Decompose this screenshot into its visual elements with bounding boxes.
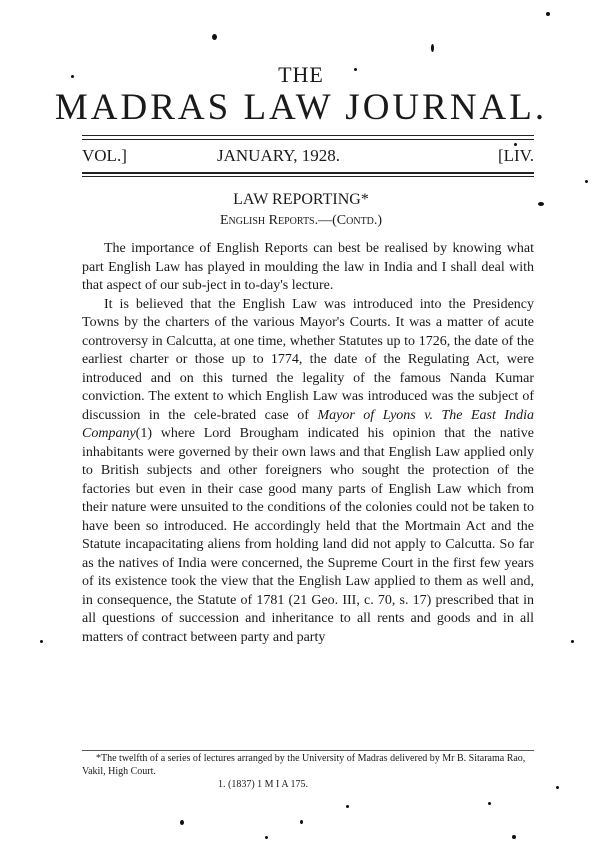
article-subheading: English Reports.—(Contd.)	[219, 213, 383, 228]
paragraph-2-text: It is believed that the English Law was introduced into the Presidency Towns by the charters of the various Mayor's Courts. It was a matter of acute controversy in Calcutta, at one time, whether Statutes up to 1726, the date of the earliest charter or those up to 1774, the date of the Regulating Act, were introduced and on this turned the legality of the famous Nanda Kumar conviction. The extent to which English Law was introduced was the subject of discussion in the cele-brated case of	[82, 296, 534, 423]
paragraph-2-continued: (1) where Lord Brougham indicated his opinion that the native inhabitants were governed by their own laws and that English Law applied only to British subjects and other foreigners who sought the protection of the factories but even in their case good many parts of English Law which from their nature were unsuited to the conditions of the colonies could not be taken to have been so introduced. He accordingly held that the Mortmain Act and the Statute incapacitating aliens from holding land did not apply to Calcutta. So far as the natives of India were concerned, the Supreme Court in the first few years of its existence took the view that the English Law applied to them as well and, in consequence, the Statute of 1781 (21 Geo. III, c. 70, s. 17) prescribed that in all questions of succession and inheritance to all rents and goods and in all matters of contract between party and party	[82, 426, 534, 645]
issue-date: JANUARY, 1928.	[217, 146, 340, 165]
masthead-rule-bottom	[82, 172, 534, 174]
journal-title: MADRAS LAW JOURNAL.	[54, 87, 548, 128]
masthead-rule-bottom-inner	[82, 176, 534, 177]
scan-speck	[514, 143, 517, 146]
scan-speck	[431, 44, 434, 52]
footnote-rule	[82, 750, 534, 751]
scan-speck	[546, 12, 550, 16]
article-heading: LAW REPORTING*	[233, 191, 369, 208]
scan-speck	[354, 68, 357, 71]
scan-speck	[40, 640, 43, 643]
masthead-rule-top	[82, 135, 534, 136]
scan-speck	[212, 34, 217, 40]
masthead-article: THE	[278, 62, 324, 87]
case-name: Mayor of Lyons v. The East India Company	[82, 407, 534, 441]
paragraph-1: The importance of English Reports can best be realised by knowing what part English Law has played in moulding the law in India and I shall deal with that aspect of our sub-ject in to-day's lecture.	[82, 241, 534, 293]
scan-speck	[71, 75, 74, 78]
footnote-lecture: *The twelfth of a series of lectures arranged by the University of Madras delivered by Mr B. Sitarama Rao, Vakil, High Court.	[82, 753, 526, 777]
scan-speck	[346, 805, 349, 808]
issue-line	[82, 146, 534, 168]
volume-label: VOL.]	[82, 146, 127, 165]
article-body	[82, 240, 534, 647]
scan-speck	[300, 820, 303, 824]
scan-speck	[512, 835, 516, 839]
issue-number: [LIV.	[497, 146, 534, 165]
masthead-rule-top-inner	[82, 139, 534, 140]
footnotes	[82, 752, 534, 791]
scan-speck	[488, 802, 491, 805]
scan-speck	[571, 640, 574, 643]
scan-speck	[556, 786, 559, 789]
scan-speck	[180, 820, 184, 825]
scan-speck	[585, 180, 588, 183]
footnote-citation: 1. (1837) 1 M I A 175.	[218, 779, 308, 790]
paragraph-2	[82, 296, 534, 648]
scan-speck	[538, 202, 544, 206]
scan-speck	[265, 836, 268, 839]
